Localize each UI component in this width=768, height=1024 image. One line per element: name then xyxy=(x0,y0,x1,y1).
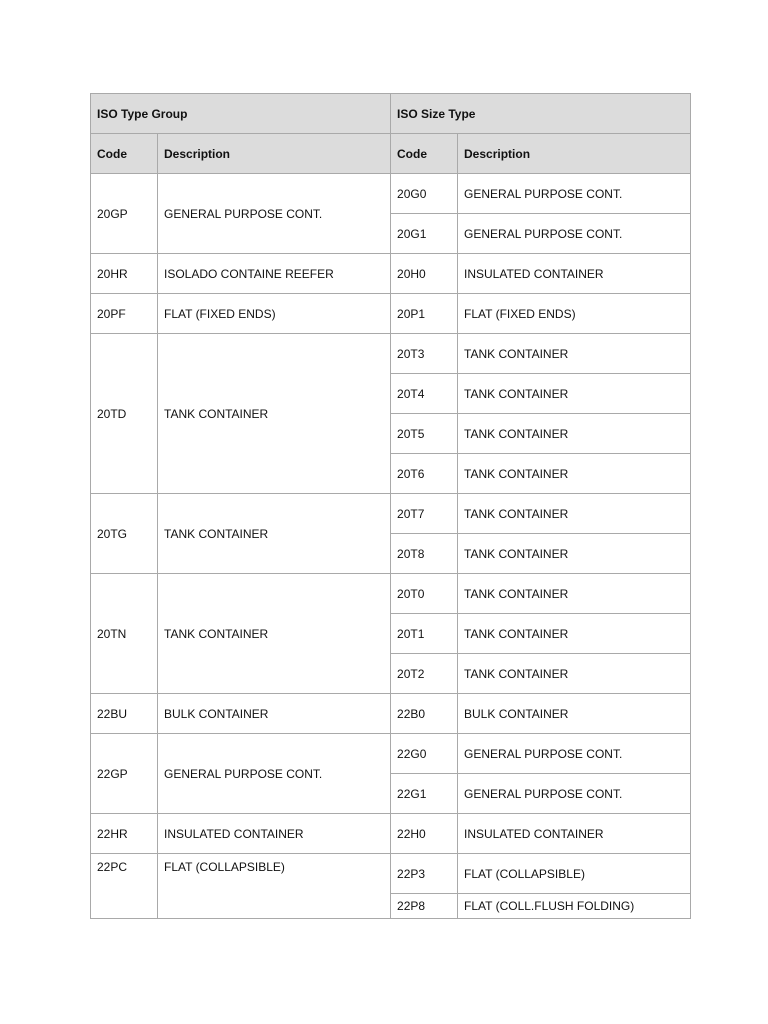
table-body xyxy=(91,94,691,919)
size-description-cell: FLAT (COLLAPSIBLE) xyxy=(458,854,691,894)
table-row xyxy=(91,174,691,214)
size-code-cell: 22G1 xyxy=(391,774,458,814)
size-code-cell: 20G0 xyxy=(391,174,458,214)
size-code-cell: 20T4 xyxy=(391,374,458,414)
group-code-cell: 22BU xyxy=(91,694,158,734)
size-description-cell: TANK CONTAINER xyxy=(458,414,691,454)
group-code-cell: 20TN xyxy=(91,574,158,694)
size-code-header: Code xyxy=(391,134,458,174)
size-description-cell: INSULATED CONTAINER xyxy=(458,254,691,294)
size-code-cell: 20T0 xyxy=(391,574,458,614)
group-code-cell: 20GP xyxy=(91,174,158,254)
size-description-cell: BULK CONTAINER xyxy=(458,694,691,734)
group-code-cell: 22GP xyxy=(91,734,158,814)
size-code-cell: 20T6 xyxy=(391,454,458,494)
size-code-cell: 22G0 xyxy=(391,734,458,774)
size-description-cell: TANK CONTAINER xyxy=(458,334,691,374)
group-description-cell: FLAT (FIXED ENDS) xyxy=(158,294,391,334)
size-description-header: Description xyxy=(458,134,691,174)
table-row xyxy=(91,694,691,734)
size-description-cell: INSULATED CONTAINER xyxy=(458,814,691,854)
size-description-cell: GENERAL PURPOSE CONT. xyxy=(458,174,691,214)
size-description-cell: TANK CONTAINER xyxy=(458,374,691,414)
group-description-cell: TANK CONTAINER xyxy=(158,334,391,494)
iso-size-type-header: ISO Size Type xyxy=(391,94,691,134)
table-row xyxy=(91,734,691,774)
group-description-header: Description xyxy=(158,134,391,174)
size-code-cell: 22B0 xyxy=(391,694,458,734)
size-description-cell: TANK CONTAINER xyxy=(458,494,691,534)
size-description-cell: TANK CONTAINER xyxy=(458,614,691,654)
header-row-titles xyxy=(91,94,691,134)
group-description-cell: TANK CONTAINER xyxy=(158,574,391,694)
table-row xyxy=(91,574,691,614)
size-description-cell: GENERAL PURPOSE CONT. xyxy=(458,774,691,814)
size-code-cell: 20T3 xyxy=(391,334,458,374)
size-description-cell: TANK CONTAINER xyxy=(458,534,691,574)
table-row xyxy=(91,254,691,294)
table-row xyxy=(91,334,691,374)
group-description-cell: GENERAL PURPOSE CONT. xyxy=(158,174,391,254)
size-description-cell: FLAT (FIXED ENDS) xyxy=(458,294,691,334)
group-code-cell: 20PF xyxy=(91,294,158,334)
size-description-cell: TANK CONTAINER xyxy=(458,654,691,694)
table-row xyxy=(91,494,691,534)
iso-type-group-header: ISO Type Group xyxy=(91,94,391,134)
group-description-cell: FLAT (COLLAPSIBLE) xyxy=(158,854,391,919)
group-code-cell: 20TG xyxy=(91,494,158,574)
size-description-cell: GENERAL PURPOSE CONT. xyxy=(458,214,691,254)
table-row xyxy=(91,814,691,854)
size-code-cell: 20T1 xyxy=(391,614,458,654)
size-code-cell: 20T2 xyxy=(391,654,458,694)
size-code-cell: 20P1 xyxy=(391,294,458,334)
iso-type-table xyxy=(90,93,691,919)
group-code-cell: 20HR xyxy=(91,254,158,294)
size-description-cell: GENERAL PURPOSE CONT. xyxy=(458,734,691,774)
size-code-cell: 20T7 xyxy=(391,494,458,534)
table-row xyxy=(91,854,691,894)
size-description-cell: FLAT (COLL.FLUSH FOLDING) xyxy=(458,894,691,919)
size-code-cell: 20T8 xyxy=(391,534,458,574)
group-description-cell: GENERAL PURPOSE CONT. xyxy=(158,734,391,814)
table-row xyxy=(91,294,691,334)
group-description-cell: INSULATED CONTAINER xyxy=(158,814,391,854)
size-code-cell: 20H0 xyxy=(391,254,458,294)
size-code-cell: 22H0 xyxy=(391,814,458,854)
group-description-cell: BULK CONTAINER xyxy=(158,694,391,734)
size-description-cell: TANK CONTAINER xyxy=(458,454,691,494)
header-row-columns xyxy=(91,134,691,174)
group-code-cell: 22HR xyxy=(91,814,158,854)
group-code-cell: 20TD xyxy=(91,334,158,494)
group-description-cell: TANK CONTAINER xyxy=(158,494,391,574)
group-code-cell: 22PC xyxy=(91,854,158,919)
group-description-cell: ISOLADO CONTAINE REEFER xyxy=(158,254,391,294)
size-code-cell: 20G1 xyxy=(391,214,458,254)
group-code-header: Code xyxy=(91,134,158,174)
size-code-cell: 22P3 xyxy=(391,854,458,894)
size-code-cell: 22P8 xyxy=(391,894,458,919)
size-description-cell: TANK CONTAINER xyxy=(458,574,691,614)
size-code-cell: 20T5 xyxy=(391,414,458,454)
